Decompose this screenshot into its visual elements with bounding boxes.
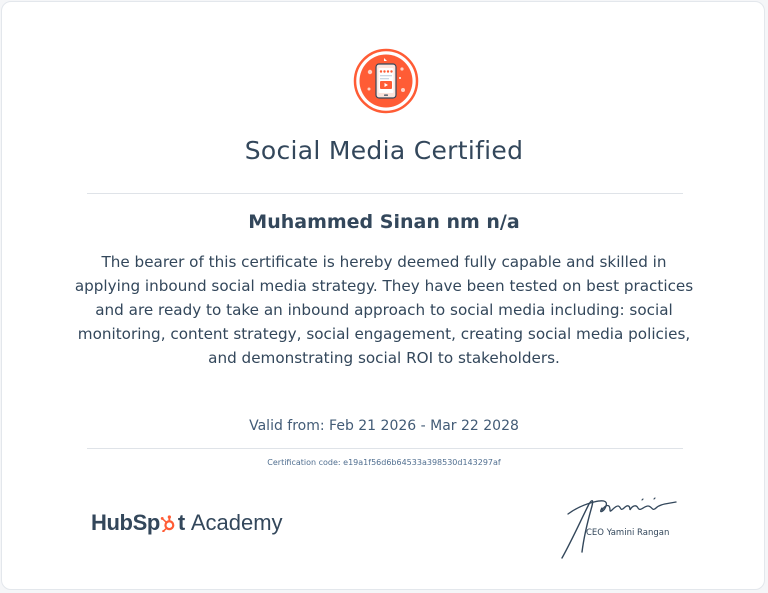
hubspot-academy-logo <box>91 507 283 539</box>
ceo-signature <box>558 492 688 562</box>
recipient-name: Muhammed Sinan nm n/a <box>248 211 520 233</box>
validity-period: Valid from: Feb 21 2026 - Mar 22 2028 <box>249 418 519 434</box>
logo-product: Academy <box>190 510 283 535</box>
certificate-description: The bearer of this certificate is hereby deemed fully capable and skilled in applying inbound social media strategy. They have been tested on best practices and are ready to take an inbound approach to social media including: social monitoring, content strategy, social engagement, creating social media policies, and demonstrating social ROI to stakeholders. <box>74 253 694 367</box>
certificate <box>1 1 765 590</box>
bottom-divider <box>87 448 683 449</box>
social-media-badge-icon <box>353 48 419 114</box>
top-divider <box>87 193 683 194</box>
logo-brand-part2: t <box>177 510 185 535</box>
hubspot-sprocket-icon <box>160 515 177 532</box>
certificate-title: Social Media Certified <box>244 136 524 165</box>
signer-caption: CEO Yamini Rangan <box>586 528 670 538</box>
logo-brand-part1: HubSp <box>91 510 160 535</box>
certification-code: Certification code: e19a1f56d6b64533a398530d143297af <box>267 458 501 467</box>
logo-brand <box>91 510 185 536</box>
